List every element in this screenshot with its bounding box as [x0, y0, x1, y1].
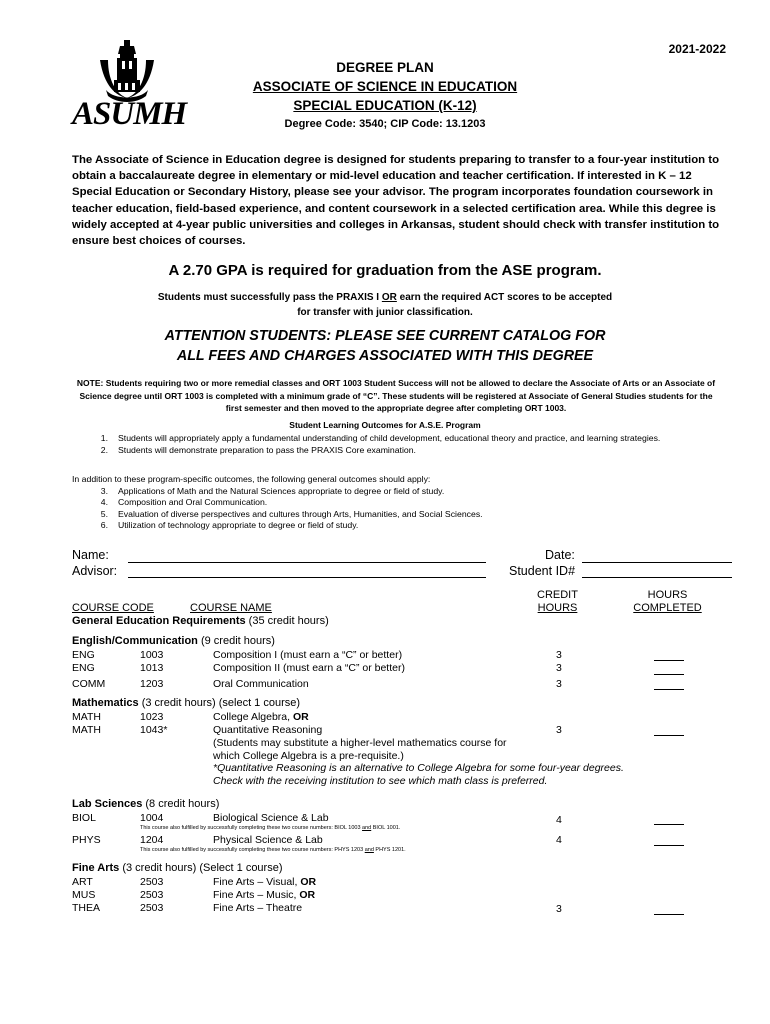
course-code-header: COURSE CODE: [72, 602, 154, 614]
lab-fine-print: This course also fulfilled by successfully completing these two course numbers: PHYS 1203 and PHYS 1201.: [140, 847, 406, 853]
slo-title: Student Learning Outcomes for A.S.E. Program: [289, 420, 481, 430]
praxis-requirement: [0, 290, 770, 320]
course-credit: 3: [556, 724, 562, 736]
lab-section-title: Lab Sciences (8 credit hours): [72, 798, 220, 810]
course-name: Composition I (must earn a “C” or better): [213, 649, 403, 661]
course-credit: 3: [556, 649, 562, 661]
course-name: Oral Communication: [213, 678, 309, 690]
name-field[interactable]: [128, 562, 486, 563]
course-number: 1004: [140, 812, 164, 824]
course-name: Quantitative Reasoning: [213, 724, 323, 736]
course-credit: 3: [556, 678, 562, 690]
course-number: 1023: [140, 711, 164, 723]
math-note: Check with the receiving institution to see which math class is preferred.: [213, 775, 548, 787]
course-name: Biological Science & Lab: [213, 812, 329, 824]
hours-completed-blank[interactable]: [654, 824, 684, 825]
attention-line-1: ATTENTION STUDENTS: PLEASE SEE CURRENT CATALOG FOR: [164, 328, 606, 344]
course-dept: MATH: [72, 711, 101, 723]
course-name: College Algebra, OR: [213, 711, 309, 723]
course-dept: MATH: [72, 724, 101, 736]
hours-completed-blank[interactable]: [654, 674, 684, 675]
lab-fine-print: This course also fulfilled by successfully completing these two course numbers: BIOL 1003 and BIOL 1001.: [140, 825, 401, 831]
praxis-pre: Students must successfully pass the PRAXIS I: [157, 292, 382, 303]
student-id-field[interactable]: [582, 577, 732, 578]
course-dept: PHYS: [72, 834, 101, 846]
course-number: 2503: [140, 876, 164, 888]
course-name: Physical Science & Lab: [213, 834, 323, 846]
advisor-label: Advisor:: [72, 564, 118, 578]
attention-notice: [0, 326, 770, 366]
date-field[interactable]: [582, 562, 732, 563]
title-line-2: ASSOCIATE OF SCIENCE IN EDUCATION: [252, 79, 518, 94]
credit-hours-header: CREDIT HOURS: [537, 589, 578, 614]
course-number: 2503: [140, 889, 164, 901]
praxis-post: earn the required ACT scores to be accepted: [396, 292, 613, 303]
hours-completed-blank[interactable]: [654, 660, 684, 661]
list-item: 1. Students will appropriately apply a fundamental understanding of child development, educational theory and practice, and learning strategies.: [100, 433, 661, 443]
title-line-3: SPECIAL EDUCATION (K-12): [293, 98, 477, 113]
gen-ed-title: General Education Requirements (35 credit hours): [72, 615, 329, 627]
list-item: 5. Evaluation of diverse perspectives and cultures through Arts, Humanities, and Social Sciences.: [100, 508, 483, 519]
degree-codes: Degree Code: 3540; CIP Code: 13.1203: [284, 118, 486, 130]
hours-completed-blank[interactable]: [654, 845, 684, 846]
course-number: 1043*: [140, 724, 168, 736]
course-name: Composition II (must earn a “C” or better): [213, 662, 405, 674]
course-name: Fine Arts – Visual, OR: [213, 876, 317, 888]
course-dept: COMM: [72, 678, 106, 690]
course-dept: ART: [72, 876, 93, 888]
date-label: Date:: [545, 548, 575, 562]
course-number: 1204: [140, 834, 164, 846]
gpa-requirement: A 2.70 GPA is required for graduation from the ASE program.: [168, 262, 602, 279]
course-credit: 3: [556, 662, 562, 674]
math-note: (Students may substitute a higher-level mathematics course for: [213, 737, 507, 749]
course-dept: THEA: [72, 902, 101, 914]
list-item: 4. Composition and Oral Communication.: [100, 497, 268, 508]
list-item: 3. Applications of Math and the Natural Sciences appropriate to degree or field of study.: [100, 485, 445, 496]
course-number: 1013: [140, 662, 164, 674]
hours-completed-blank[interactable]: [654, 689, 684, 690]
course-number: 1003: [140, 649, 164, 661]
course-number: 2503: [140, 902, 164, 914]
course-name: Fine Arts – Theatre: [213, 902, 303, 914]
arts-section-title: Fine Arts (3 credit hours) (Select 1 course): [72, 862, 283, 874]
course-number: 1203: [140, 678, 164, 690]
title-line-1: DEGREE PLAN: [336, 60, 434, 75]
praxis-or: OR: [381, 292, 397, 303]
hours-completed-header: HOURS COMPLETED: [633, 589, 702, 614]
course-dept: ENG: [72, 649, 95, 661]
math-note: *Quantitative Reasoning is an alternative to College Algebra for some four-year degrees.: [213, 762, 624, 774]
course-dept: BIOL: [72, 812, 96, 824]
course-dept: MUS: [72, 889, 96, 901]
document-title: [0, 58, 770, 133]
hours-completed-blank[interactable]: [654, 914, 684, 915]
slo-list: [72, 433, 712, 456]
course-credit: 4: [556, 834, 562, 846]
course-credit: 4: [556, 814, 562, 826]
english-section-title: English/Communication (9 credit hours): [72, 635, 275, 647]
advisor-field[interactable]: [128, 577, 486, 578]
logo-wordmark: ASUMH: [72, 96, 187, 132]
course-credit: 3: [556, 903, 562, 915]
course-name-header: COURSE NAME: [190, 602, 272, 614]
course-name: Fine Arts – Music, OR: [213, 889, 316, 901]
list-item: 2. Students will demonstrate preparation to pass the PRAXIS Core examination.: [100, 444, 416, 455]
math-note: which College Algebra is a pre-requisite.): [213, 750, 404, 762]
intro-paragraph: The Associate of Science in Education degree is designed for students preparing to transfer to a four-year institution to obtain a baccalaureate degree in elementary or mid-level education and teacher certification. If interested in K – 12 Special Education or Secondary History, please see your advisor. The program incorporates foundation coursework in teacher education, field-based experience, and content coursework in a selected certification area. While this degree is widely accepted at 4-year public universities and colleges in Arkansas, student should check with transfer institution to ensure best choices of courses.: [72, 154, 720, 248]
student-id-label: Student ID#: [509, 564, 576, 578]
remedial-note: NOTE: Students requiring two or more remedial classes and ORT 1003 Student Success will not be allowed to declare the Associate of Arts or an Associate of Science degree until ORT 1003 is completed with a minimum grade of “C”. These students will be registered at Associate of General Studies students for the first semester and then moved to the appropriate degree after completing ORT 1003.: [76, 378, 716, 413]
attention-line-2: ALL FEES AND CHARGES ASSOCIATED WITH THIS DEGREE: [176, 348, 594, 364]
general-outcomes: [72, 474, 712, 532]
general-lead: In addition to these program-specific outcomes, the following general outcomes should apply:: [72, 474, 431, 484]
list-item: 6. Utilization of technology appropriate to degree or field of study.: [100, 520, 359, 531]
academic-year: 2021-2022: [668, 42, 726, 56]
name-label: Name:: [72, 548, 109, 562]
math-section-title: Mathematics (3 credit hours) (select 1 course): [72, 697, 301, 709]
course-dept: ENG: [72, 662, 95, 674]
hours-completed-blank[interactable]: [654, 735, 684, 736]
praxis-line-2: for transfer with junior classification.: [297, 307, 473, 318]
